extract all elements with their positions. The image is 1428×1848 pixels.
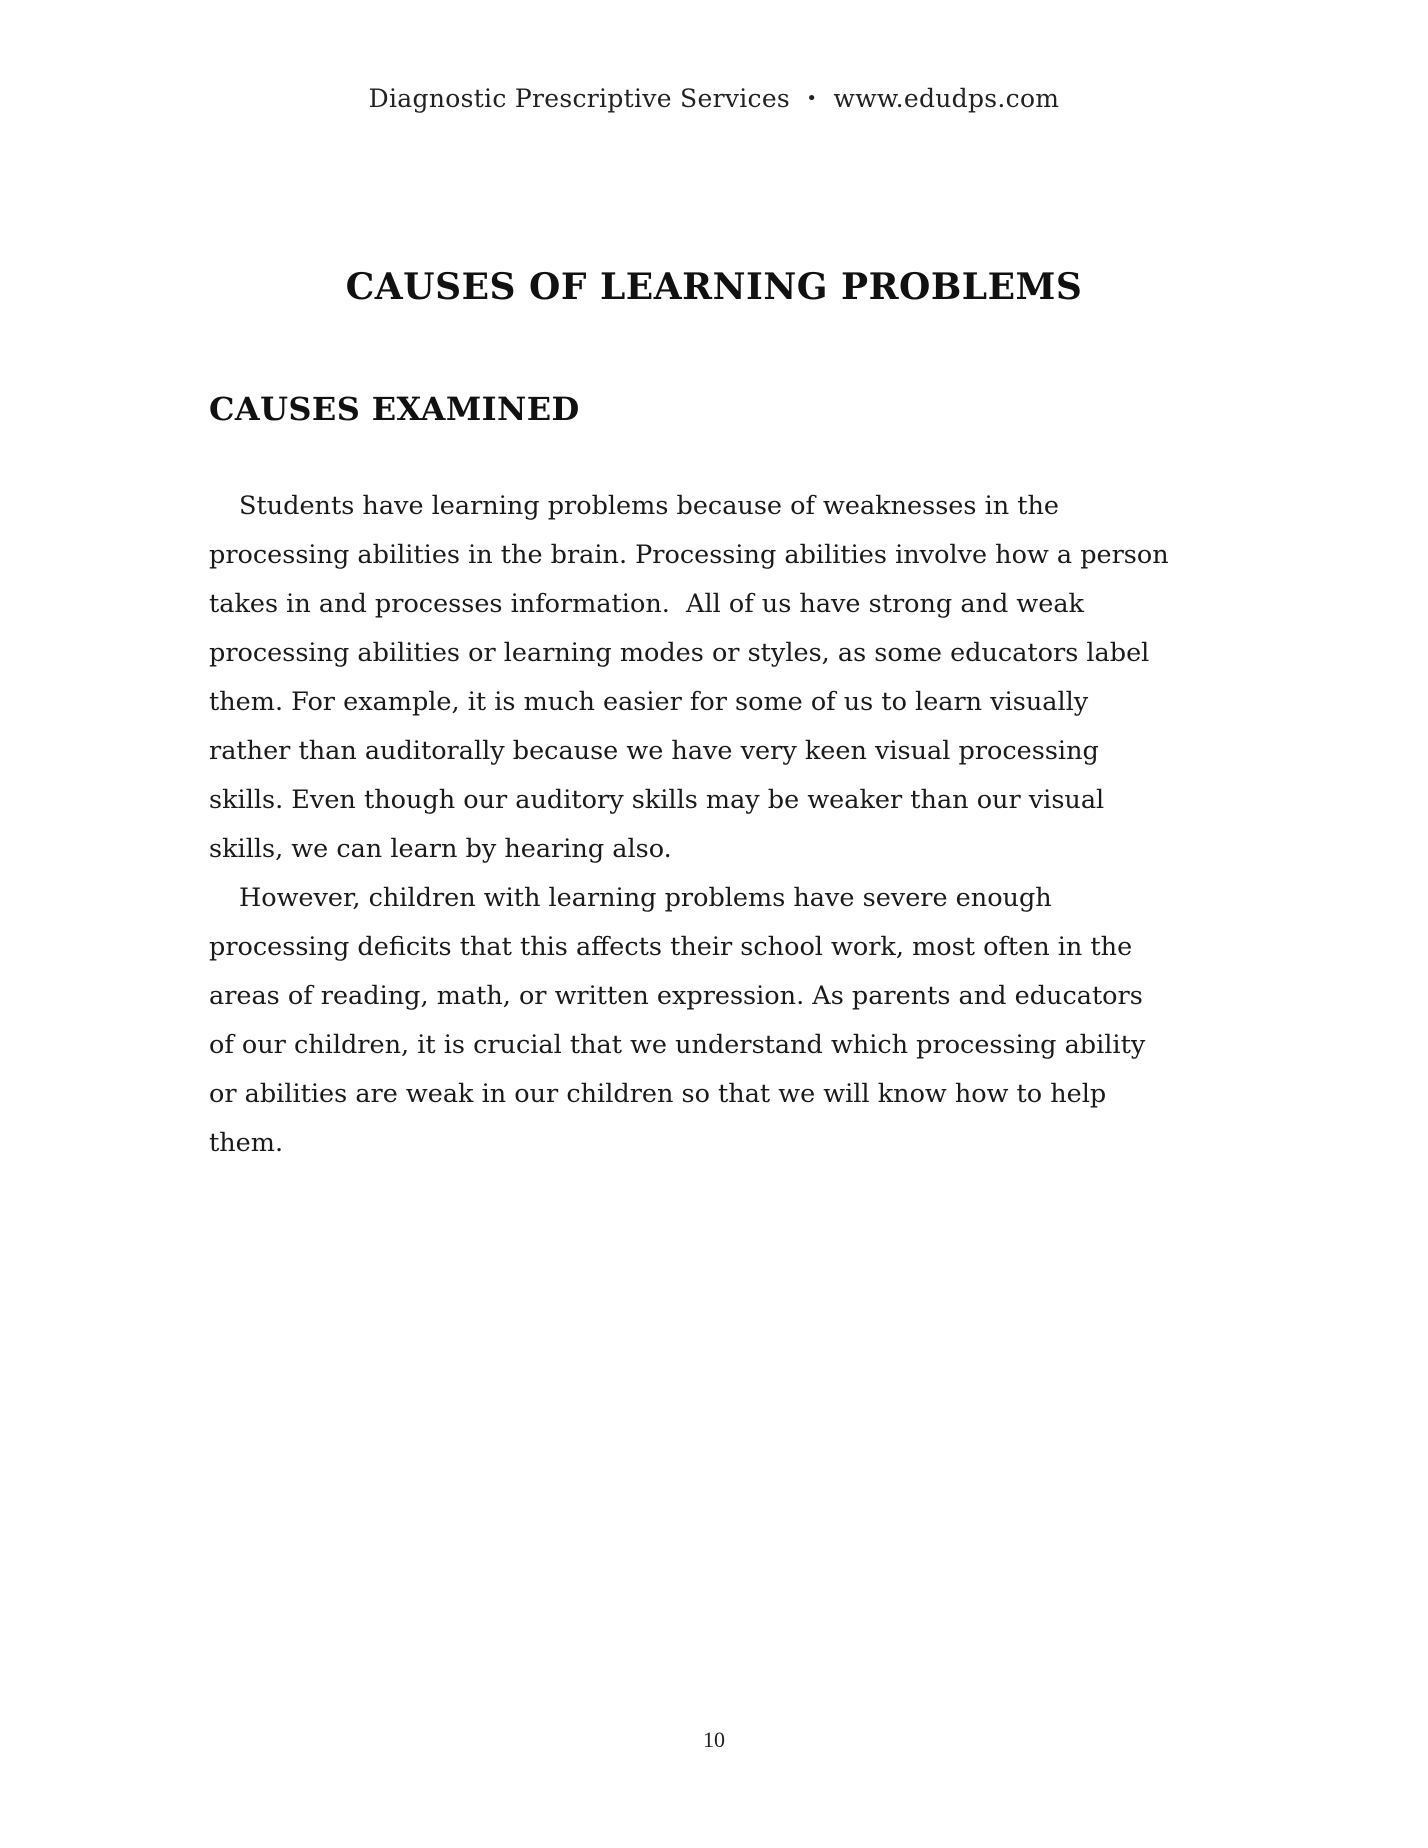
paragraph-line: of our children, it is crucial that we understand which processing ability	[209, 1030, 1146, 1060]
section-heading: CAUSES EXAMINED	[209, 390, 580, 428]
paragraph-line: processing abilities or learning modes or styles, as some educators label	[209, 638, 1150, 668]
paragraph-line: rather than auditorally because we have very keen visual processing	[209, 736, 1099, 766]
bullet-separator: •	[806, 88, 818, 109]
paragraph-line: areas of reading, math, or written expression. As parents and educators	[209, 981, 1143, 1011]
page-title: CAUSES OF LEARNING PROBLEMS	[345, 266, 1083, 308]
page-number: 10	[703, 1727, 725, 1752]
paragraph-line: processing abilities in the brain. Processing abilities involve how a person	[209, 540, 1169, 570]
paragraph-line: However, children with learning problems have severe enough	[239, 883, 1052, 913]
website-url: www.edudps.com	[833, 84, 1060, 113]
body-text	[209, 482, 1229, 1168]
paragraph-line: takes in and processes information. All of us have strong and weak	[209, 589, 1084, 619]
paragraph-2	[209, 874, 1229, 1168]
publisher-name: Diagnostic Prescriptive Services	[368, 84, 791, 113]
paragraph-line: skills, we can learn by hearing also.	[209, 834, 672, 864]
paragraph-1	[209, 482, 1229, 874]
paragraph-line: or abilities are weak in our children so that we will know how to help	[209, 1079, 1107, 1109]
paragraph-line: Students have learning problems because of weaknesses in the	[239, 491, 1060, 521]
paragraph-line: them. For example, it is much easier for some of us to learn visually	[209, 687, 1089, 717]
running-header	[0, 84, 1428, 113]
paragraph-line: processing deficits that this affects their school work, most often in the	[209, 932, 1133, 962]
paragraph-line: them.	[209, 1128, 284, 1158]
paragraph-line: skills. Even though our auditory skills may be weaker than our visual	[209, 785, 1105, 815]
